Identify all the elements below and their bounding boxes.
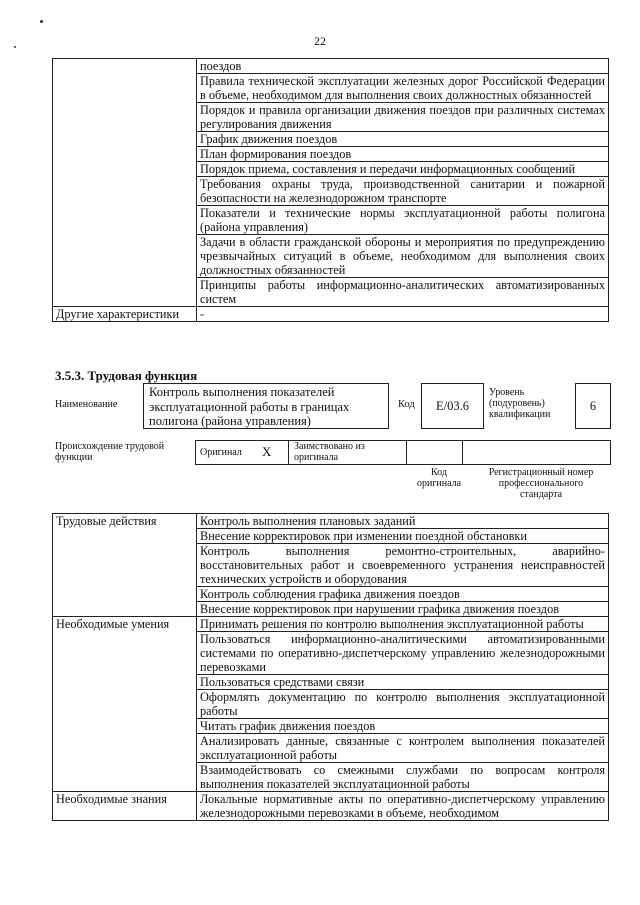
- code-value-box: [421, 383, 484, 429]
- table-cell: Взаимодействовать со смежными службами по вопросам контроля выполнения показателей эксплуатационной работы: [197, 763, 609, 792]
- other-characteristics-label: Другие характеристики: [53, 307, 197, 322]
- table-row: [53, 792, 609, 821]
- code-caption: Код оригинала: [416, 467, 462, 489]
- table-cell: Принципы работы информационно-аналитических автоматизированных систем: [197, 278, 609, 307]
- table-row: [53, 617, 609, 632]
- code-label: Код: [398, 399, 415, 410]
- origin-code-box: [406, 440, 463, 465]
- origin-reg-box: [462, 440, 611, 465]
- empty-label-cell: [53, 59, 197, 307]
- skills-label: Необходимые умения: [53, 617, 197, 792]
- table-cell: Порядок приема, составления и передачи информационных сообщений: [197, 162, 609, 177]
- table-cell: Порядок и правила организации движения поездов при различных системах регулирования движения: [197, 103, 609, 132]
- table-cell: Требования охраны труда, производственной санитарии и пожарной безопасности на железнодорожном транспорте: [197, 177, 609, 206]
- table-row: [53, 59, 609, 74]
- origin-label: Происхождение трудовой функции: [55, 441, 165, 463]
- table-cell: Анализировать данные, связанные с контролем выполнения показателей эксплуатационной работы: [197, 734, 609, 763]
- table-cell: Контроль выполнения плановых заданий: [197, 514, 609, 529]
- table-cell: Пользоваться средствами связи: [197, 675, 609, 690]
- original-mark: X: [262, 444, 272, 459]
- table-cell: Внесение корректировок при изменении поездной обстановки: [197, 529, 609, 544]
- table-cell: поездов: [197, 59, 609, 74]
- table-cell: Показатели и технические нормы эксплуатационной работы полигона (района управления): [197, 206, 609, 235]
- table-cell: Внесение корректировок при нарушении графика движения поездов: [197, 602, 609, 617]
- table-cell: Принимать решения по контролю выполнения эксплуатационной работы: [197, 617, 609, 632]
- table-row: [53, 307, 609, 322]
- section-heading: 3.5.3. Трудовая функция: [55, 368, 198, 383]
- name-value-box: [143, 383, 389, 429]
- original-label: Оригинал: [200, 447, 242, 458]
- table-cell: График движения поездов: [197, 132, 609, 147]
- other-characteristics-value: -: [197, 307, 609, 322]
- table-cell: Контроль выполнения ремонтно-строительных, аварийно-восстановительных работ и своевременного устранения неисправностей технических устройств и оборудования: [197, 544, 609, 587]
- table-cell: Оформлять документацию по контролю выполнения эксплуатационной работы: [197, 690, 609, 719]
- function-details-table: [52, 513, 609, 821]
- knowledge-table-continued: [52, 58, 609, 322]
- table-row: [53, 514, 609, 529]
- table-cell: План формирования поездов: [197, 147, 609, 162]
- level-label: Уровень (подуровень) квалификации: [489, 387, 551, 420]
- borrowed-label: Заимствовано из оригинала: [294, 441, 365, 463]
- table-cell: Правила технической эксплуатации железных дорог Российской Федерации в объеме, необходимом для выполнения своих должностных обязанностей: [197, 74, 609, 103]
- function-name: Контроль выполнения показателей эксплуатационной работы в границах полигона (района управления): [149, 385, 350, 428]
- level-value-box: [575, 383, 611, 429]
- table-cell: Пользоваться информационно-аналитическими автоматизированными системами по оперативно-диспетчерскому управлению железнодорожными перевозками: [197, 632, 609, 675]
- table-cell: Локальные нормативные акты по оперативно-диспетчерскому управлению железнодорожными перевозками в объеме, необходимом: [197, 792, 609, 821]
- table-cell: Задачи в области гражданской обороны и мероприятия по предупреждению чрезвычайных ситуаций в объеме, необходимом для выполнения своих должностных обязанностей: [197, 235, 609, 278]
- table-cell: Читать график движения поездов: [197, 719, 609, 734]
- actions-label: Трудовые действия: [53, 514, 197, 617]
- table-cell: Контроль соблюдения графика движения поездов: [197, 587, 609, 602]
- knowledge-label: Необходимые знания: [53, 792, 197, 821]
- level-value: 6: [589, 399, 597, 413]
- margin-dot: [40, 20, 43, 23]
- name-label: Наименование: [55, 399, 118, 410]
- code-value: E/03.6: [436, 399, 469, 413]
- page-number: 22: [314, 34, 326, 48]
- reg-caption: Регистрационный номер профессионального стандарта: [488, 467, 594, 500]
